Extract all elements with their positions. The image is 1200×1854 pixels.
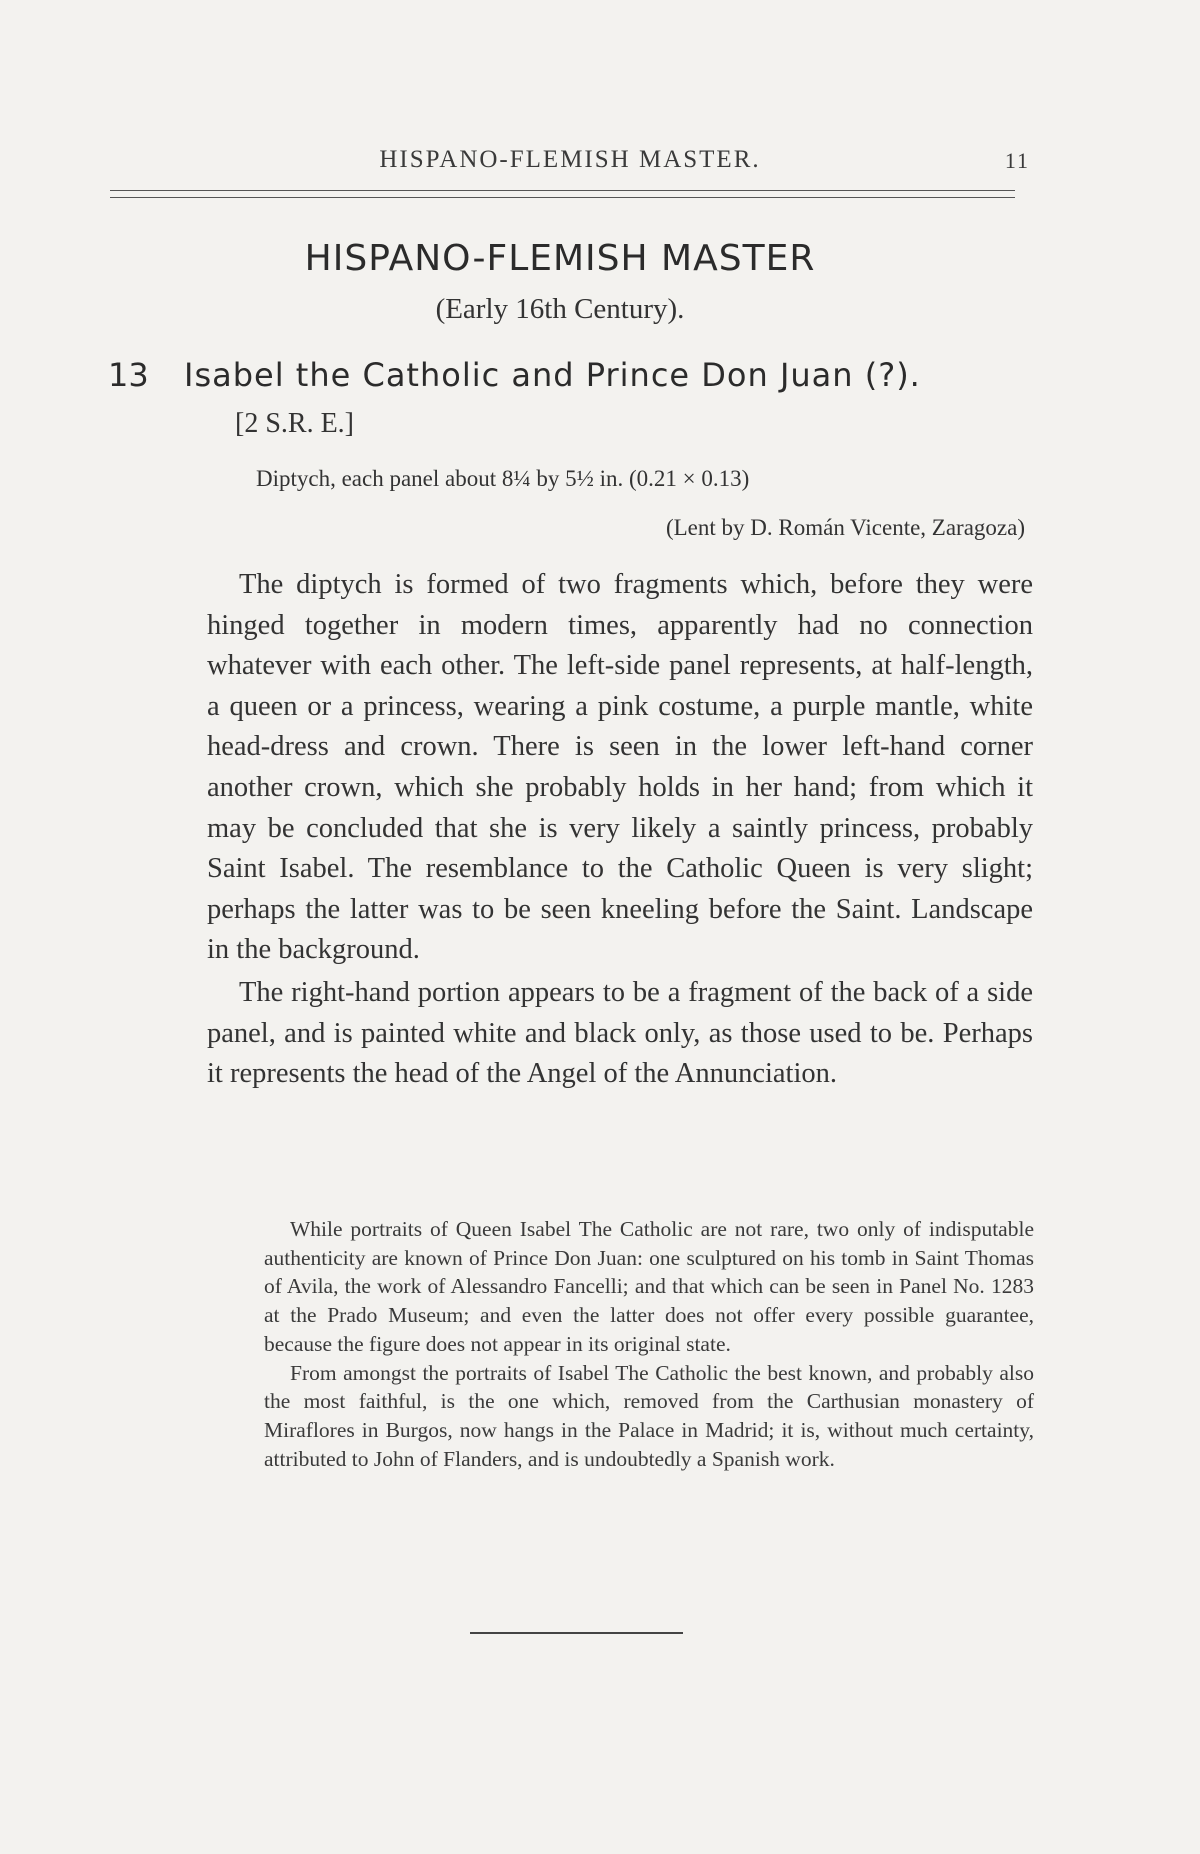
note-paragraph: While portraits of Queen Isabel The Catholic are not rare, two only of indisputable authenticity are known of Prince Don Juan: one sculptured on his tomb in Saint Thomas of Avila, the work of Alessandro Fancelli; and that which can be seen in Panel No. 1283 at the Prado Museum; and even the latter does not offer every possible guarantee, because the figure does not appear in its original state. [264,1217,1034,1356]
end-rule [470,1632,683,1634]
item-title: Isabel the Catholic and Prince Don Juan (?). [184,356,921,394]
description-paragraph: The diptych is formed of two fragments which, before they were hinged together in modern times, apparently had no connection whatever with each other. The left-side panel represents, at half-length, a queen or a princess, wearing a pink costume, a purple mantle, white head-dress and crown. There is seen in the lower left-hand corner another crown, which she probably holds in her hand; from which it may be concluded that she is very likely a saintly princess, probably Saint Isabel. The resemblance to the Catholic Queen is very slight; perhaps the latter was to be seen kneeling before the Saint. Landscape in the background. [207,569,1033,966]
note-paragraph: From amongst the portraits of Isabel The Catholic the best known, and probably also the most faithful, is the one which, removed from the Carthusian monastery of Miraflores in Burgos, now hangs in the Palace in Madrid; it is, without much certainty, attributed to John of Flanders, and is undoubtedly a Spanish work. [264,1360,1034,1471]
description-paragraph: The right-hand portion appears to be a fragment of the back of a side panel, and is painted white and black only, as those used to be. Perhaps it represents the head of the Angel of the Annunciation. [207,976,1033,1090]
item-reference: [2 S.R. E.] [235,408,354,439]
item-dimensions: Diptych, each panel about 8¼ by 5½ in. (0.21 × 0.13) [256,466,750,491]
page-number: 11 [1004,148,1030,173]
footnotes [264,1215,1034,1473]
entry-subheading: (Early 16th Century). [435,293,685,325]
catalogue-item [108,356,921,394]
running-head-title: HISPANO-FLEMISH MASTER. [379,146,761,173]
item-lender: (Lent by D. Román Vicente, Zaragoza) [665,515,1025,540]
header-double-rule [110,190,1015,198]
running-head [110,146,1030,176]
description-text [207,565,1033,1095]
entry-heading: HISPANO-FLEMISH MASTER [304,238,816,279]
item-number: 13 [108,356,149,394]
